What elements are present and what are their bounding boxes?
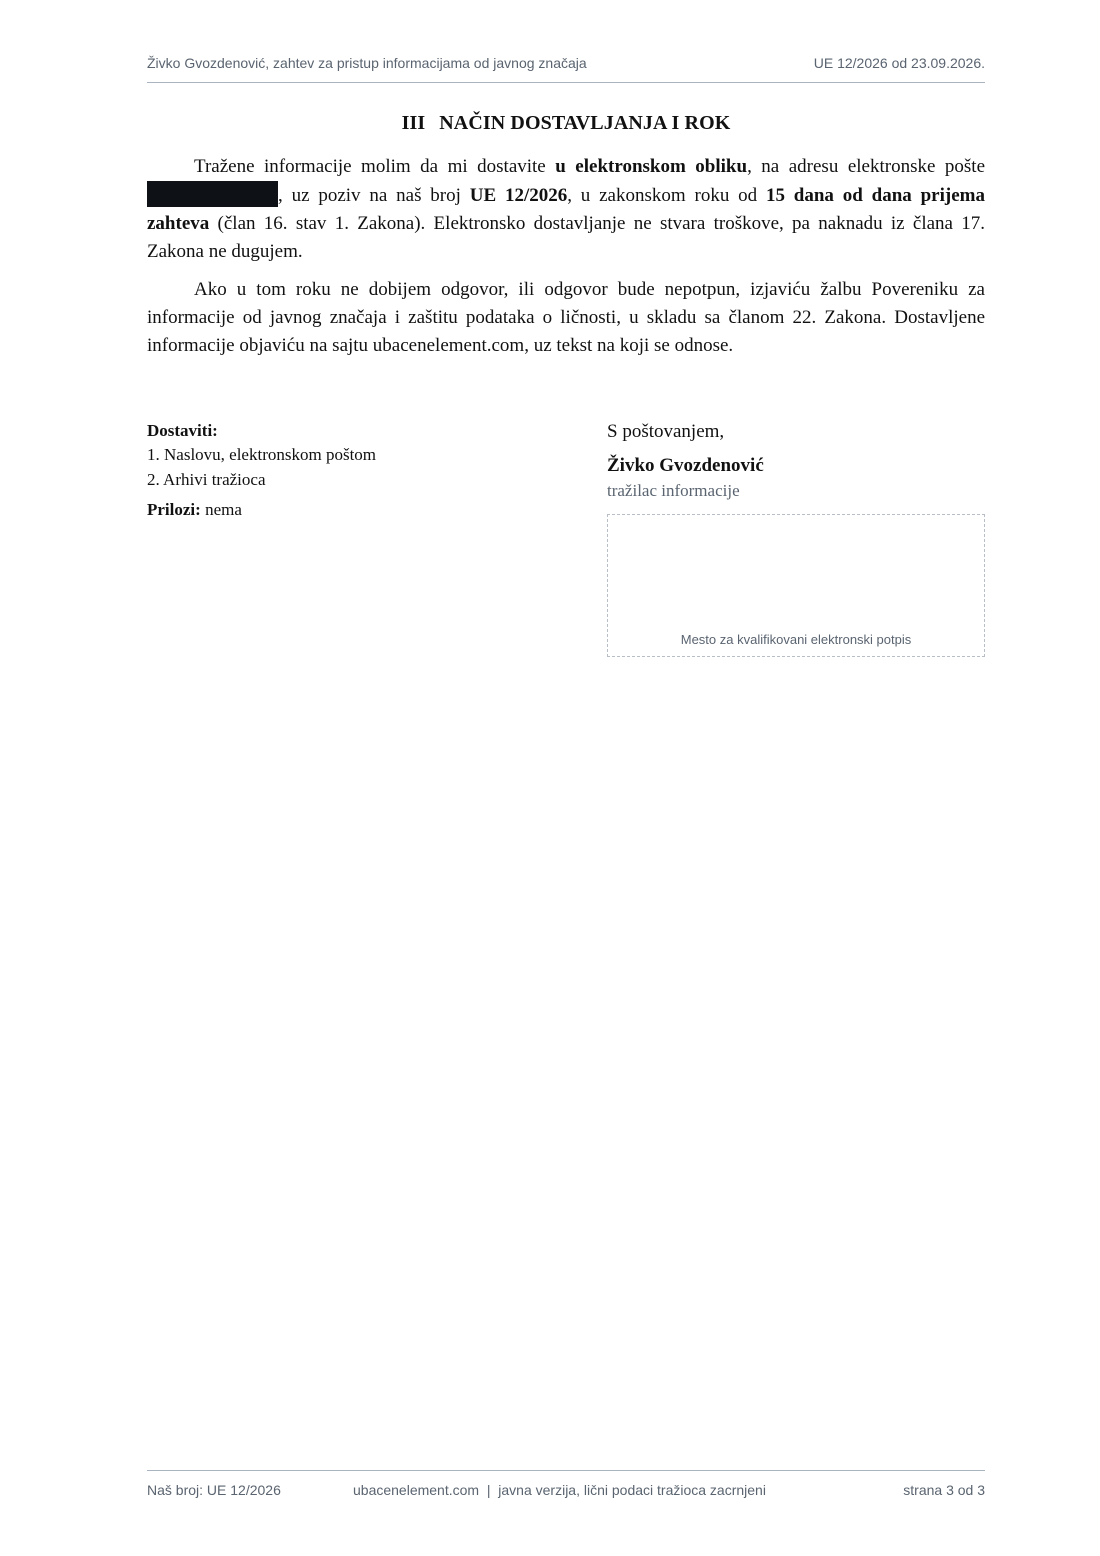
signer-name: Živko Gvozdenović: [607, 455, 764, 476]
text-run: Tražene informacije molim da mi dostavite: [194, 156, 556, 177]
header-title: Živko Gvozdenović, zahtev za pristup informacijama od javnog značaja: [147, 55, 587, 71]
running-footer: [147, 1470, 985, 1501]
paragraph-appeal: Ako u tom roku ne dobijem odgovor, ili odgovor bude nepotpun, izjaviću žalbu Povereniku za informacije od javnog značaja i zaštitu podataka o ličnosti, u skladu sa članom 22. Zakona. Dostavljene informacije objaviću na sajtu ubacenelement.com, uz tekst na koji se odnose.: [147, 279, 985, 356]
document-body: [147, 153, 985, 360]
header-reference: UE 12/2026 od 23.09.2026.: [813, 55, 985, 71]
redacted-email: [147, 181, 278, 207]
signer-role: tražilac informacije: [607, 481, 740, 500]
emphasis-deadline: 15 dana od dana prijema zahteva: [147, 185, 985, 234]
delivery-list: [147, 420, 567, 521]
section-number: III: [401, 112, 426, 134]
attachments-value: nema: [200, 500, 242, 519]
delivery-label: Dostaviti:: [147, 421, 218, 440]
signature-box-caption: Mesto za kvalifikovani elektronski potpis: [680, 632, 912, 647]
paragraph-delivery: [147, 153, 985, 266]
text-run: , u zakonskom roku od: [567, 185, 766, 206]
emphasis-reference-number: UE 12/2026: [469, 185, 568, 206]
delivery-item: 1. Naslovu, elektronskom poštom: [147, 445, 377, 464]
signature-block: [607, 420, 985, 647]
attachments-label: Prilozi:: [147, 500, 201, 519]
section-title: NAČIN DOSTAVLJANJA I ROK: [439, 112, 731, 134]
footer-site-note: ubacenelement.com | javna verzija, lični podaci tražioca zacrnjeni: [353, 1482, 766, 1498]
text-run: (član 16. stav 1. Zakona). Elektronsko dostavljanje ne stvara troškove, pa naknadu iz člana 17. Zakona ne dugujem.: [147, 213, 985, 262]
footer-reference: Naš broj: UE 12/2026: [147, 1482, 281, 1498]
text-run: , na adresu elektronske pošte: [747, 156, 985, 177]
signature-placeholder-box[interactable]: [607, 514, 985, 657]
text-run: , uz poziv na naš broj: [278, 185, 470, 206]
footer-page-number: strana 3 od 3: [903, 1482, 985, 1498]
closing-greeting: S poštovanjem,: [607, 421, 725, 442]
section-heading: [147, 112, 985, 135]
delivery-item: 2. Arhivi tražioca: [147, 470, 266, 489]
running-header: [147, 54, 985, 83]
emphasis-electronic-form: u elektronskom obliku: [555, 156, 748, 177]
attachments: [147, 499, 567, 521]
